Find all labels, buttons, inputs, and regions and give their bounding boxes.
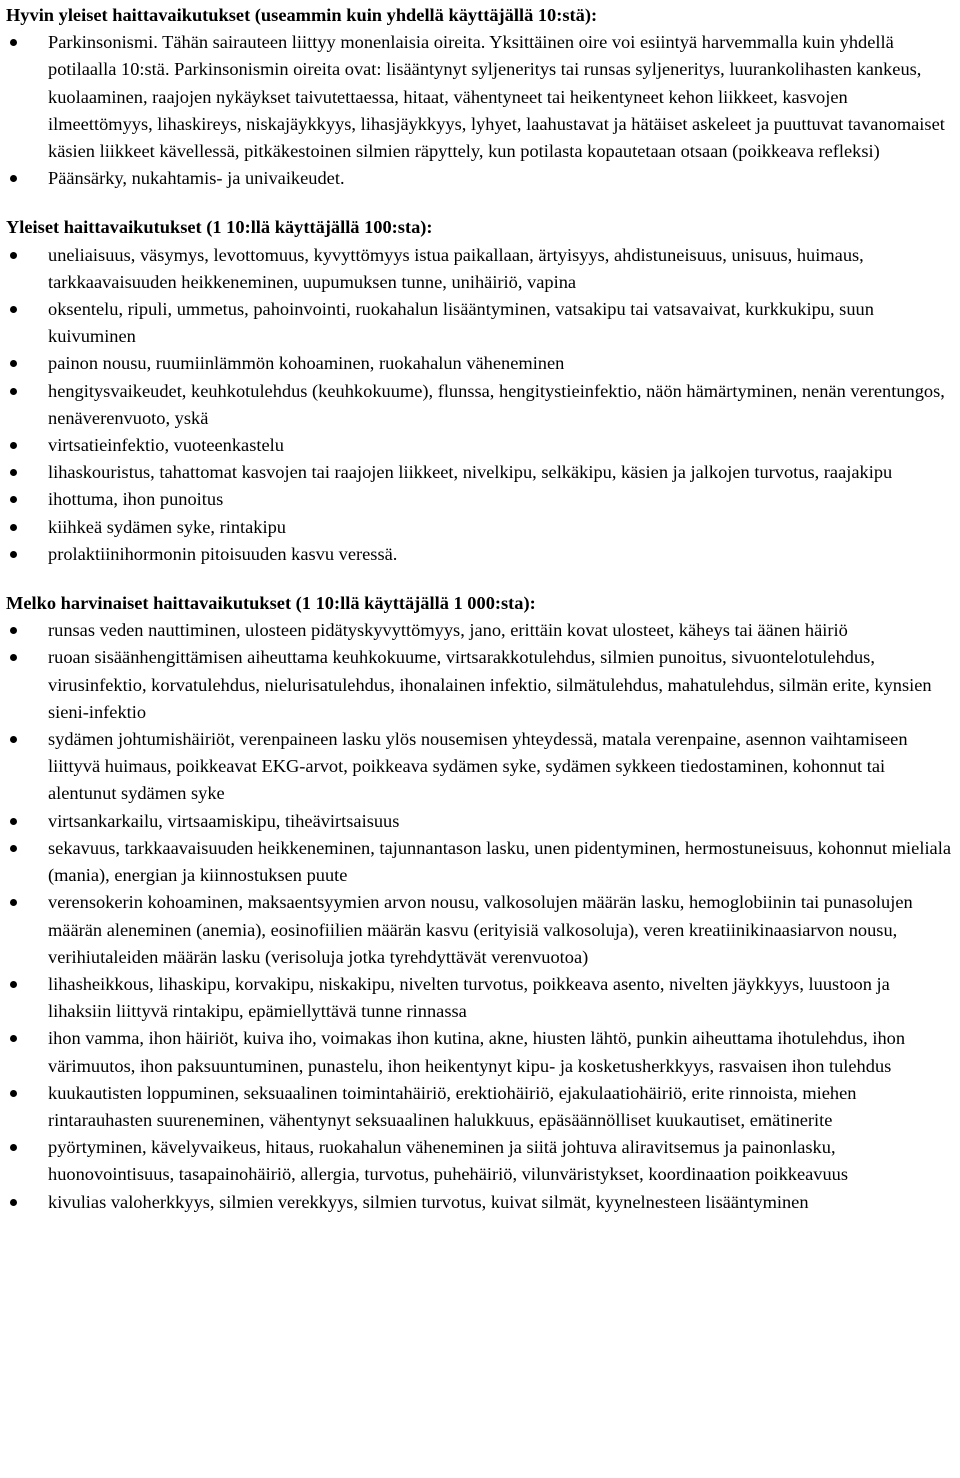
- list-item: lihaskouristus, tahattomat kasvojen tai raajojen liikkeet, nivelkipu, selkäkipu, käsien ja jalkojen turvotus, raajakipu: [6, 459, 956, 486]
- side-effect-list: [6, 617, 956, 1215]
- side-effect-list: [6, 29, 956, 192]
- section-uncommon: [6, 590, 956, 1216]
- list-item: sekavuus, tarkkaavaisuuden heikkeneminen, tajunnantason lasku, unen pidentyminen, hermostuneisuus, kohonnut mieliala (mania), energian ja kiinnostuksen puute: [6, 835, 956, 889]
- list-item: oksentelu, ripuli, ummetus, pahoinvointi, ruokahalun lisääntyminen, vatsakipu tai vatsavaivat, kurkkukipu, suun kuivuminen: [6, 296, 956, 350]
- list-item: kivulias valoherkkyys, silmien verekkyys, silmien turvotus, kuivat silmät, kyynelnesteen lisääntyminen: [6, 1189, 956, 1216]
- side-effect-list: [6, 242, 956, 568]
- list-item: ruoan sisäänhengittämisen aiheuttama keuhkokuume, virtsarakkotulehdus, silmien punoitus, sivuontelotulehdus, virusinfektio, korvatulehdus, nielurisatulehdus, ihonalainen infektio, silmätulehdus, mahatulehdus, silmän erite, kynsien sieni-infektio: [6, 644, 956, 726]
- list-item: uneliaisuus, väsymys, levottomuus, kyvyttömyys istua paikallaan, ärtyisyys, ahdistuneisuus, unisuus, huimaus, tarkkaavaisuuden heikkeneminen, uupumuksen tunne, unihäiriö, vapina: [6, 242, 956, 296]
- list-item: kuukautisten loppuminen, seksuaalinen toimintahäiriö, erektiohäiriö, ejakulaatiohäiriö, erite rinnoista, miehen rintarauhasten suureneminen, vähentynyt seksuaalinen halukkuus, epäsäännölliset kuukautiset, emätinerite: [6, 1080, 956, 1134]
- section-common: [6, 214, 956, 568]
- list-item: prolaktiinihormonin pitoisuuden kasvu veressä.: [6, 541, 956, 568]
- list-item: virtsatieinfektio, vuoteenkastelu: [6, 432, 956, 459]
- list-item: ihon vamma, ihon häiriöt, kuiva iho, voimakas ihon kutina, akne, hiusten lähtö, punkin aiheuttama ihotulehdus, ihon värimuutos, ihon paksuuntuminen, punastelu, ihon heikentynyt kipu- ja kosketusherkkyys, rasvaisen ihon tulehdus: [6, 1025, 956, 1079]
- list-item: Parkinsonismi. Tähän sairauteen liittyy monenlaisia oireita. Yksittäinen oire voi esiintyä harvemmalla kuin yhdellä potilaalla 10:stä. Parkinsonismin oireita ovat: lisääntynyt syljeneritys tai runsas syljeneritys, luurankolihasten kankeus, kuolaaminen, raajojen nykäykset taivutettaessa, hitaat, vähentyneet tai heikentyneet kehon liikkeet, kasvojen ilmeettömyys, lihaskireys, niskajäykkyys, lihasjäykkyys, lyhyet, laahustavat ja hätäiset askeleet ja puuttuvat tavanomaiset käsien liikkeet kävellessä, pitkäkestoinen silmien räpyttely, kun potilasta kopautetaan otsaan (poikkeava refleksi): [6, 29, 956, 165]
- list-item: hengitysvaikeudet, keuhkotulehdus (keuhkokuume), flunssa, hengitystieinfektio, näön hämärtyminen, nenän verentungos, nenäverenvuoto, yskä: [6, 378, 956, 432]
- list-item: Päänsärky, nukahtamis- ja univaikeudet.: [6, 165, 956, 192]
- list-item: kiihkeä sydämen syke, rintakipu: [6, 514, 956, 541]
- list-item: sydämen johtumishäiriöt, verenpaineen lasku ylös nousemisen yhteydessä, matala verenpaine, asennon vaihtamiseen liittyvä huimaus, poikkeavat EKG-arvot, poikkeava sydämen syke, sydämen sykkeen tiedostaminen, kohonnut tai alentunut sydämen syke: [6, 726, 956, 808]
- list-item: verensokerin kohoaminen, maksaentsyymien arvon nousu, valkosolujen määrän lasku, hemoglobiinin tai punasolujen määrän aleneminen (anemia), eosinofiilien määrän kasvu (erityisiä valkosoluja), veren kreatiinikinaasiarvon nousu, verihiutaleiden määrän lasku (verisoluja jotka tyrehdyttävät verenvuotoa): [6, 889, 956, 971]
- section-heading: Hyvin yleiset haittavaikutukset (useammin kuin yhdellä käyttäjällä 10:stä):: [6, 5, 598, 25]
- section-heading: Melko harvinaiset haittavaikutukset (1 10:llä käyttäjällä 1 000:sta):: [6, 593, 536, 614]
- list-item: lihasheikkous, lihaskipu, korvakipu, niskakipu, nivelten turvotus, poikkeava asento, nivelten jäykkyys, luustoon ja lihaksiin liittyvä rintakipu, epämiellyttävä tunne rinnassa: [6, 971, 956, 1025]
- list-item: virtsankarkailu, virtsaamiskipu, tiheävirtsaisuus: [6, 808, 956, 835]
- section-heading: Yleiset haittavaikutukset (1 10:llä käyttäjällä 100:sta):: [6, 217, 433, 238]
- section-very-common: [6, 2, 956, 192]
- list-item: pyörtyminen, kävelyvaikeus, hitaus, ruokahalun väheneminen ja siitä johtuva aliravitsemus ja painonlasku, huonovointisuus, tasapainohäiriö, allergia, turvotus, puhehäiriö, vilunväristykset, koordinaation poikkeavuus: [6, 1134, 956, 1188]
- list-item: runsas veden nauttiminen, ulosteen pidätyskyvyttömyys, jano, erittäin kovat ulosteet, käheys tai äänen häiriö: [6, 617, 956, 644]
- list-item: painon nousu, ruumiinlämmön kohoaminen, ruokahalun väheneminen: [6, 350, 956, 377]
- list-item: ihottuma, ihon punoitus: [6, 486, 956, 513]
